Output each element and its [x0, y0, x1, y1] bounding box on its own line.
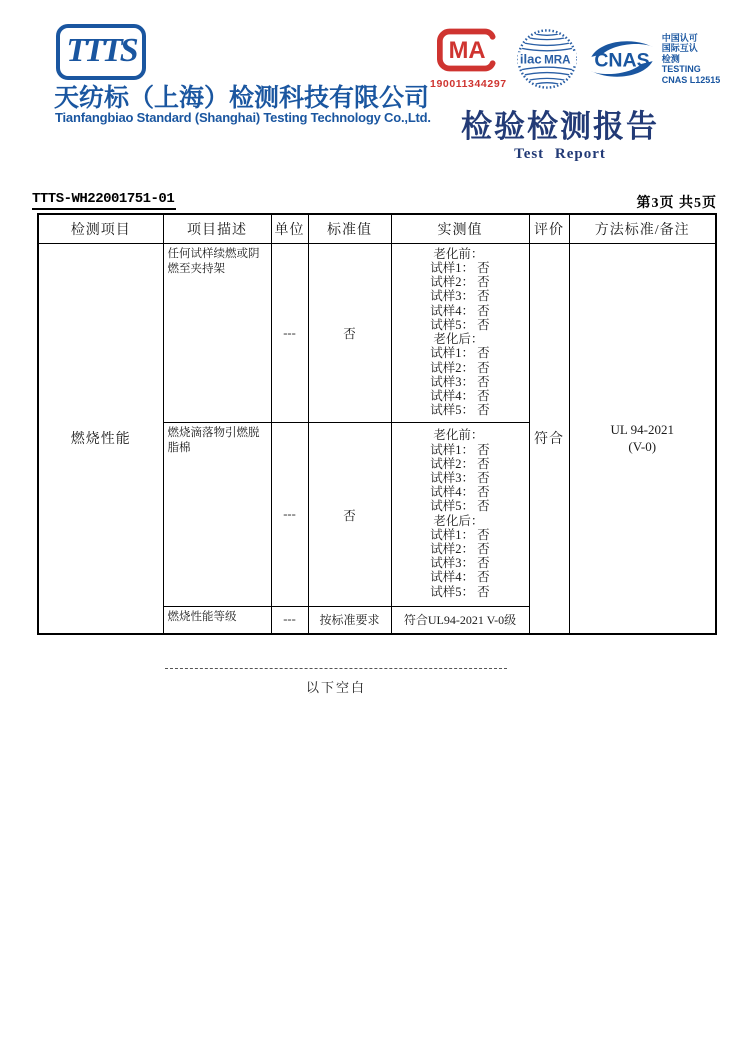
- report-title-block: [416, 101, 704, 163]
- method-standard-line2: (V-0): [628, 439, 657, 455]
- company-name-cn: 天纺标（上海）检测科技有限公司: [54, 85, 430, 112]
- measured-values-list-2: 老化前： 试样1： 否 试样2： 否 试样3： 否 试样4： 否 试样5： 否 老化后： 试样1： 否 试样2： 否 试样3： 否 试样4： 否 试样5： 否: [430, 428, 490, 599]
- cell-method-standard: [569, 244, 716, 634]
- ilac-mra-icon: [516, 28, 578, 90]
- cnas-icon: [587, 36, 657, 82]
- ttts-logo: [56, 24, 146, 80]
- col-header-measured-value: 实测值: [391, 214, 529, 244]
- measured-values-list-1: 老化前： 试样1： 否 试样2： 否 试样3： 否 试样4： 否 试样5： 否 老化后： 试样1： 否 试样2： 否 试样3： 否 试样4： 否 试样5： 否: [430, 246, 490, 418]
- cell-standard-1: 否: [308, 244, 391, 423]
- cell-unit-2: ---: [271, 423, 308, 607]
- blank-below-note: 以下空白: [305, 680, 366, 695]
- col-header-method-standard: 方法标准/备注: [569, 214, 716, 244]
- cell-measured-1: [391, 244, 529, 423]
- cell-standard-3: 按标准要求: [308, 607, 391, 634]
- col-header-standard-value: 标准值: [308, 214, 391, 244]
- test-results-table: [37, 213, 717, 635]
- ttts-logo-letters: TTTS: [66, 32, 136, 69]
- cnas-mark: [587, 33, 721, 86]
- svg-text:CNAS: CNAS: [594, 49, 650, 72]
- svg-text:ilac: ilac: [519, 51, 542, 67]
- company-name-en: Tianfangbiao Standard (Shanghai) Testing Technology Co.,Ltd.: [55, 110, 431, 125]
- svg-text:MA: MA: [448, 36, 486, 64]
- cell-measured-2: [391, 423, 529, 607]
- cell-evaluation: 符合: [529, 244, 569, 634]
- page-indicator: 第3页 共5页: [637, 192, 718, 215]
- cell-description-2: 燃烧滴落物引燃脱脂棉: [163, 423, 271, 607]
- cell-test-item: 燃烧性能: [38, 244, 163, 634]
- report-title-cn: 检验检测报告: [461, 109, 659, 144]
- cell-measured-3: 符合UL94-2021 V-0级: [391, 607, 529, 634]
- table-row: [38, 244, 716, 423]
- method-standard-line1: UL 94-2021: [610, 422, 674, 438]
- end-separator-dashed-line: [165, 668, 507, 669]
- col-header-description: 项目描述: [163, 214, 271, 244]
- svg-text:MRA: MRA: [543, 53, 571, 67]
- cell-unit-1: ---: [271, 244, 308, 423]
- cell-description-1: 任何试样续燃或阴燃至夹持架: [163, 244, 271, 423]
- cnas-side-text: 中国认可 国际互认 检测 TESTING CNAS L12515: [661, 32, 721, 85]
- cell-unit-3: ---: [271, 607, 308, 634]
- col-header-test-item: 检测项目: [38, 214, 163, 244]
- cma-mark: [430, 28, 507, 90]
- cell-description-3: 燃烧性能等级: [163, 607, 271, 634]
- accreditation-marks: [430, 28, 722, 90]
- table-header-row: [38, 214, 716, 244]
- report-title-en: Test Report: [514, 146, 606, 162]
- col-header-evaluation: 评价: [529, 214, 569, 244]
- cma-certificate-number: 190011344297: [430, 78, 507, 90]
- cma-icon: [437, 28, 499, 72]
- cell-standard-2: 否: [308, 423, 391, 607]
- report-number: TTTS-WH22001751-01: [32, 191, 176, 210]
- col-header-unit: 单位: [271, 214, 308, 244]
